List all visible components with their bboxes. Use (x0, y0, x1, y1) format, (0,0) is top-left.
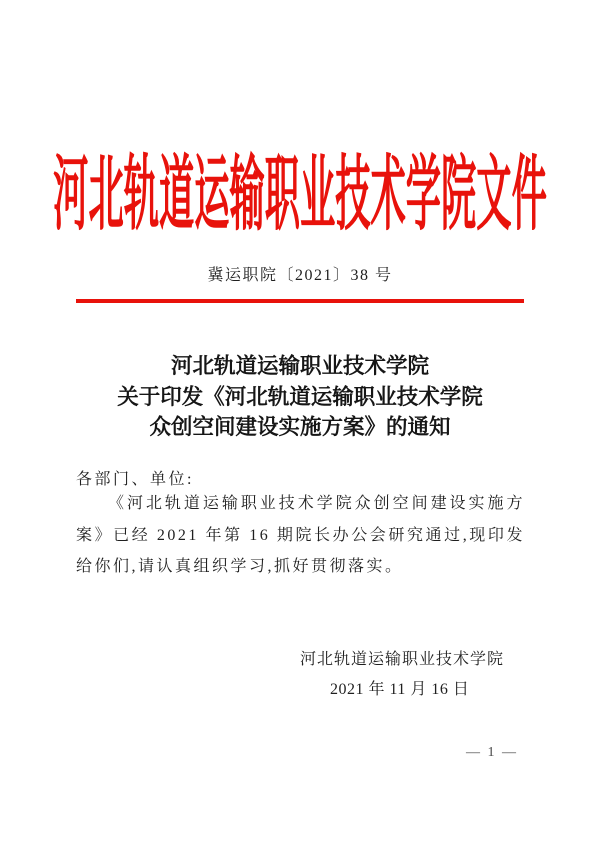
notice-title-line-2: 关于印发《河北轨道运输职业技术学院 (117, 384, 483, 409)
signature-org: 河北轨道运输职业技术学院 (300, 651, 505, 668)
salutation: 各部门、单位: (76, 471, 194, 488)
notice-title (0, 351, 600, 443)
signature-date: 2021 年 11 月 16 日 (330, 681, 470, 698)
masthead-org-title: 河北轨道运输职业技术学院文件 (53, 149, 547, 240)
notice-title-line-1: 河北轨道运输职业技术学院 (170, 354, 429, 378)
red-divider-rule (76, 299, 524, 303)
notice-title-line-3: 众创空间建设实施方案》的通知 (149, 415, 451, 439)
body-paragraph: 《河北轨道运输职业技术学院众创空间建设实施方案》已经 2021 年第 16 期院长办公会研究通过,现印发给你们,请认真组织学习,抓好贯彻落实。 (76, 495, 525, 575)
document-number: 冀运职院〔2021〕38 号 (207, 267, 393, 284)
red-header-masthead (0, 149, 600, 240)
page-number: — 1 — (466, 745, 518, 760)
